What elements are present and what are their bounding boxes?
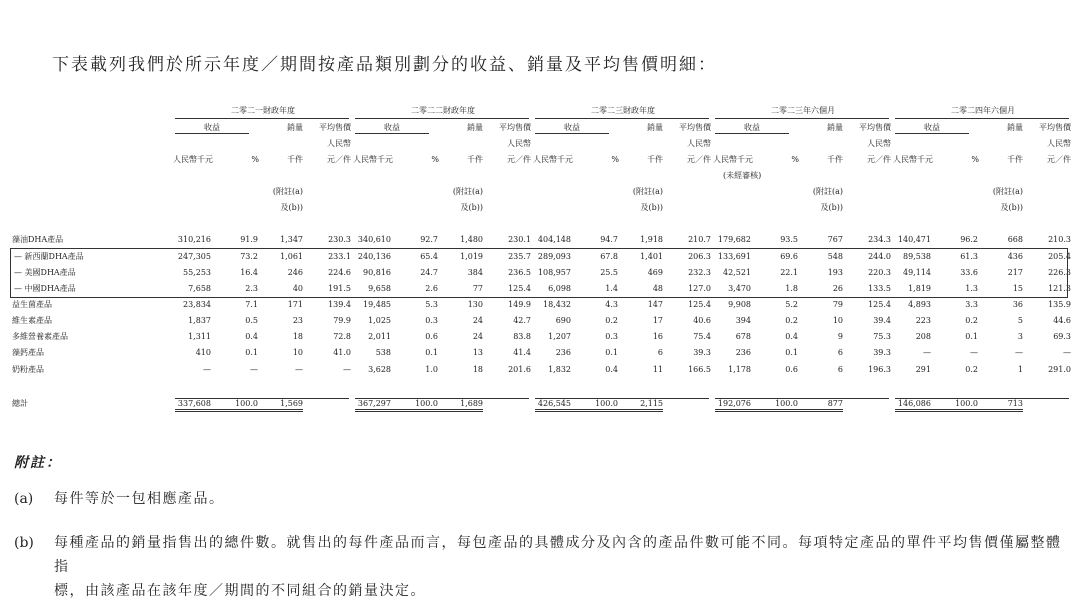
table-cell: 24.7 — [420, 268, 438, 277]
table-cell: 1,837 — [188, 316, 211, 325]
table-cell: — — [923, 348, 931, 357]
revenue-header: 收益 — [204, 123, 220, 132]
table-cell: 226.3 — [1048, 268, 1071, 277]
unit-thousand: 千件 — [287, 155, 303, 164]
table-cell: — — [295, 365, 303, 374]
table-cell: 18,432 — [543, 300, 571, 309]
table-cell: 7,658 — [188, 284, 211, 293]
asp-header: 平均售價 — [319, 123, 351, 132]
row-label: 奶粉產品 — [12, 365, 44, 374]
table-cell: 75.3 — [873, 332, 891, 341]
total-label: 總計 — [12, 399, 28, 408]
unit-pct: % — [971, 155, 979, 164]
table-cell: 1,025 — [368, 316, 391, 325]
table-cell: — — [1063, 348, 1071, 357]
table-cell: 208 — [915, 332, 931, 341]
table-cell: 108,957 — [537, 268, 571, 277]
total-bottom-rule-2 — [715, 411, 843, 412]
table-cell: 48 — [652, 284, 663, 293]
table-cell: 235.7 — [508, 252, 531, 261]
table-cell: 224.6 — [328, 268, 351, 277]
table-cell: 41.4 — [513, 348, 531, 357]
table-cell: 36 — [1012, 300, 1023, 309]
volume-note-line2: 及(b)) — [1000, 203, 1023, 212]
unit-per-item: 元／件 — [1047, 155, 1071, 164]
table-cell: 230.3 — [328, 235, 351, 244]
table-cell: 436 — [1007, 252, 1023, 261]
total-cell: 2,115 — [640, 399, 663, 408]
unit-rmb-top: 人民幣 — [327, 139, 351, 148]
asp-header: 平均售價 — [499, 123, 531, 132]
total-cell: 192,076 — [717, 399, 751, 408]
total-bottom-rule-1 — [895, 409, 1023, 410]
table-cell: 133,691 — [717, 252, 751, 261]
unit-per-item: 元／件 — [867, 155, 891, 164]
table-cell: 0.4 — [605, 365, 618, 374]
total-cell: 100.0 — [415, 399, 438, 408]
table-cell: 1.4 — [605, 284, 618, 293]
table-cell: 1.0 — [425, 365, 438, 374]
table-cell: 236 — [735, 348, 751, 357]
table-cell: 24 — [472, 316, 483, 325]
total-cell: 337,608 — [177, 399, 211, 408]
table-cell: 210.7 — [688, 235, 711, 244]
table-cell: 1,207 — [548, 332, 571, 341]
table-cell: 6 — [657, 348, 663, 357]
table-cell: 91.9 — [240, 235, 258, 244]
total-bottom-rule-2 — [355, 411, 483, 412]
table-cell: 1 — [1017, 365, 1023, 374]
table-cell: 166.5 — [688, 365, 711, 374]
table-cell: 93.5 — [780, 235, 798, 244]
row-label: 益生菌產品 — [12, 300, 52, 309]
table-cell: 0.2 — [965, 316, 978, 325]
note-b-text — [54, 531, 1069, 603]
table-cell: — — [1015, 348, 1023, 357]
total-cell: 1,689 — [460, 399, 483, 408]
dha-subproducts-box — [10, 248, 1068, 298]
revenue-header: 收益 — [744, 123, 760, 132]
table-cell: 16 — [652, 332, 663, 341]
table-cell: 7.1 — [245, 300, 258, 309]
unit-per-item: 元／件 — [327, 155, 351, 164]
volume-header: 銷量 — [467, 123, 483, 132]
unit-thousand: 千件 — [647, 155, 663, 164]
table-cell: 247,305 — [177, 252, 211, 261]
volume-note-line2: 及(b)) — [640, 203, 663, 212]
table-cell: 9,908 — [728, 300, 751, 309]
table-cell: 24 — [472, 332, 483, 341]
table-cell: 196.3 — [868, 365, 891, 374]
table-cell: 79.9 — [333, 316, 351, 325]
table-cell: 75.4 — [693, 332, 711, 341]
table-cell: 130 — [467, 300, 483, 309]
volume-note-line1: (附註(a) — [992, 187, 1023, 196]
table-cell: 1,061 — [280, 252, 303, 261]
table-cell: 690 — [555, 316, 571, 325]
table-cell: 205.4 — [1048, 252, 1071, 261]
unit-rmb-top: 人民幣 — [1047, 139, 1071, 148]
period-underline — [355, 118, 529, 119]
period-header: 二零二二財政年度 — [411, 106, 475, 115]
table-cell: 77 — [472, 284, 483, 293]
table-cell: 233.1 — [328, 252, 351, 261]
volume-header: 銷量 — [647, 123, 663, 132]
revenue-header: 收益 — [564, 123, 580, 132]
unit-rmb-k: 人民幣千元 — [173, 155, 213, 164]
table-cell: 90,816 — [363, 268, 391, 277]
table-cell: 469 — [647, 268, 663, 277]
table-cell: 73.2 — [240, 252, 258, 261]
table-cell: 246 — [287, 268, 303, 277]
table-cell: 18 — [472, 365, 483, 374]
volume-header: 銷量 — [827, 123, 843, 132]
table-cell: 121.3 — [1048, 284, 1071, 293]
period-underline — [715, 118, 889, 119]
table-cell: 79 — [832, 300, 843, 309]
table-cell: 149.9 — [508, 300, 531, 309]
table-cell: 6 — [837, 365, 843, 374]
table-cell: 678 — [735, 332, 751, 341]
row-label: 藻鈣產品 — [12, 348, 44, 357]
table-cell: 1,918 — [640, 235, 663, 244]
table-cell: 0.3 — [425, 316, 438, 325]
volume-header: 銷量 — [287, 123, 303, 132]
unaudited-note: (未經審核) — [723, 171, 762, 180]
unit-rmb-top: 人民幣 — [867, 139, 891, 148]
table-cell: 291.0 — [1048, 365, 1071, 374]
unit-rmb-top: 人民幣 — [507, 139, 531, 148]
table-cell: 9,658 — [368, 284, 391, 293]
table-cell: 18 — [292, 332, 303, 341]
volume-header: 銷量 — [1007, 123, 1023, 132]
table-cell: 67.8 — [600, 252, 618, 261]
table-cell: 232.3 — [688, 268, 711, 277]
table-cell: 139.4 — [328, 300, 351, 309]
table-cell: 310,216 — [177, 235, 211, 244]
total-cell: 100.0 — [595, 399, 618, 408]
table-cell: 240,136 — [357, 252, 391, 261]
table-cell: 0.1 — [965, 332, 978, 341]
total-cell: 713 — [1007, 399, 1023, 408]
volume-note-line2: 及(b)) — [460, 203, 483, 212]
asp-header: 平均售價 — [1039, 123, 1071, 132]
table-cell: 220.3 — [868, 268, 891, 277]
table-cell: 92.7 — [420, 235, 438, 244]
table-cell: 41.0 — [333, 348, 351, 357]
table-cell: 125.4 — [868, 300, 891, 309]
table-cell: 0.4 — [245, 332, 258, 341]
table-cell: 94.7 — [600, 235, 618, 244]
note-b-line-2: 標，由該產品在該年度／期間的不同組合的銷量決定。 — [54, 583, 426, 599]
table-cell: 2,011 — [368, 332, 391, 341]
total-cell: 100.0 — [235, 399, 258, 408]
total-bottom-rule-2 — [535, 411, 663, 412]
unit-rmb-k: 人民幣千元 — [893, 155, 933, 164]
table-cell: 538 — [375, 348, 391, 357]
table-cell: 125.4 — [508, 284, 531, 293]
table-cell: 89,538 — [903, 252, 931, 261]
total-cell: 367,297 — [357, 399, 391, 408]
table-cell: 340,610 — [357, 235, 391, 244]
table-cell: 668 — [1007, 235, 1023, 244]
table-cell: 133.5 — [868, 284, 891, 293]
table-cell: 39.3 — [873, 348, 891, 357]
table-cell: 26 — [832, 284, 843, 293]
table-cell: — — [203, 365, 211, 374]
unit-pct: % — [791, 155, 799, 164]
table-cell: 10 — [832, 316, 843, 325]
table-cell: 17 — [652, 316, 663, 325]
row-label: — 中國DHA產品 — [14, 284, 76, 293]
table-cell: 3,628 — [368, 365, 391, 374]
table-cell: 44.6 — [1053, 316, 1071, 325]
table-cell: 0.4 — [785, 332, 798, 341]
unit-rmb-top: 人民幣 — [687, 139, 711, 148]
table-cell: 42,521 — [723, 268, 751, 277]
table-cell: 2.3 — [245, 284, 258, 293]
table-cell: 217 — [1007, 268, 1023, 277]
table-cell: 1,401 — [640, 252, 663, 261]
table-cell: 5.3 — [425, 300, 438, 309]
table-cell: 72.8 — [333, 332, 351, 341]
total-cell: 146,086 — [897, 399, 931, 408]
table-cell: 0.6 — [425, 332, 438, 341]
table-cell: 0.1 — [785, 348, 798, 357]
unit-rmb-k: 人民幣千元 — [713, 155, 753, 164]
intro-text: 下表載列我們於所示年度／期間按產品類別劃分的收益、銷量及平均售價明細： — [52, 55, 717, 75]
note-b-label: (b) — [14, 535, 34, 551]
table-cell: 191.5 — [328, 284, 351, 293]
total-bottom-rule-1 — [175, 409, 303, 410]
volume-note-line2: 及(b)) — [820, 203, 843, 212]
table-cell: 23 — [292, 316, 303, 325]
table-cell: 135.9 — [1048, 300, 1071, 309]
total-bottom-rule-1 — [355, 409, 483, 410]
period-header: 二零二一財政年度 — [231, 106, 295, 115]
table-cell: 193 — [827, 268, 843, 277]
unit-thousand: 千件 — [467, 155, 483, 164]
period-header: 二零二三財政年度 — [591, 106, 655, 115]
volume-note-line1: (附註(a) — [452, 187, 483, 196]
table-cell: 96.2 — [960, 235, 978, 244]
table-cell: 384 — [467, 268, 483, 277]
period-underline — [175, 118, 349, 119]
table-cell: 40 — [292, 284, 303, 293]
table-cell: 210.3 — [1048, 235, 1071, 244]
total-cell: 100.0 — [955, 399, 978, 408]
table-cell: 6,098 — [548, 284, 571, 293]
asp-header: 平均售價 — [859, 123, 891, 132]
unit-pct: % — [611, 155, 619, 164]
table-cell: 1,480 — [460, 235, 483, 244]
table-cell: 140,471 — [897, 235, 931, 244]
table-cell: 39.4 — [873, 316, 891, 325]
note-a-text: 每件等於一包相應產品。 — [54, 491, 225, 507]
table-cell: 11 — [652, 365, 663, 374]
table-cell: 5.2 — [785, 300, 798, 309]
table-cell: 16.4 — [240, 268, 258, 277]
table-cell: 767 — [827, 235, 843, 244]
table-cell: 0.3 — [605, 332, 618, 341]
table-cell: 0.1 — [605, 348, 618, 357]
note-a-label: (a) — [14, 491, 34, 507]
table-cell: 394 — [735, 316, 751, 325]
table-cell: 0.6 — [785, 365, 798, 374]
total-bottom-rule-2 — [895, 411, 1023, 412]
table-cell: 127.0 — [688, 284, 711, 293]
table-cell: 69.3 — [1053, 332, 1071, 341]
table-cell: 19,485 — [363, 300, 391, 309]
unit-rmb-k: 人民幣千元 — [353, 155, 393, 164]
table-cell: 5 — [1017, 316, 1023, 325]
table-cell: 230.1 — [508, 235, 531, 244]
table-cell: 6 — [837, 348, 843, 357]
table-cell: — — [343, 365, 351, 374]
unit-per-item: 元／件 — [507, 155, 531, 164]
table-cell: 65.4 — [420, 252, 438, 261]
table-cell: 0.2 — [785, 316, 798, 325]
row-label: 維生素產品 — [12, 316, 52, 325]
table-cell: 1,178 — [728, 365, 751, 374]
table-cell: 0.1 — [245, 348, 258, 357]
table-cell: 548 — [827, 252, 843, 261]
row-label: 多維營養素產品 — [12, 332, 68, 341]
unit-thousand: 千件 — [1007, 155, 1023, 164]
total-cell: 877 — [827, 399, 843, 408]
table-cell: 42.7 — [513, 316, 531, 325]
table-cell: 49,114 — [903, 268, 931, 277]
table-cell: 0.2 — [965, 365, 978, 374]
total-bottom-rule-1 — [715, 409, 843, 410]
total-bottom-rule-2 — [175, 411, 303, 412]
period-underline — [895, 118, 1069, 119]
table-cell: 2.6 — [425, 284, 438, 293]
row-label: — 新西蘭DHA產品 — [14, 252, 84, 261]
asp-header: 平均售價 — [679, 123, 711, 132]
unit-pct: % — [431, 155, 439, 164]
table-cell: 236 — [555, 348, 571, 357]
table-cell: 40.6 — [693, 316, 711, 325]
total-cell: 426,545 — [537, 399, 571, 408]
table-cell: 25.5 — [600, 268, 618, 277]
total-bottom-rule-1 — [535, 409, 663, 410]
table-cell: 404,148 — [537, 235, 571, 244]
table-cell: 83.8 — [513, 332, 531, 341]
table-cell: 1,311 — [188, 332, 211, 341]
table-cell: 69.6 — [780, 252, 798, 261]
note-b-line-1: 每種產品的銷量指售出的總件數。就售出的每件產品而言，每包產品的具體成分及內含的產品件數可能不同。每項特定產品的單件平均售價僅屬整體指 — [54, 535, 1062, 575]
table-cell: 125.4 — [688, 300, 711, 309]
table-cell: 234.3 — [868, 235, 891, 244]
table-cell: 223 — [915, 316, 931, 325]
unit-per-item: 元／件 — [687, 155, 711, 164]
row-label: — 美國DHA產品 — [14, 268, 76, 277]
table-cell: 1.3 — [965, 284, 978, 293]
table-cell: — — [250, 365, 258, 374]
volume-note-line1: (附註(a) — [632, 187, 663, 196]
revenue-underline — [535, 133, 609, 134]
total-cell: 100.0 — [775, 399, 798, 408]
table-cell: 22.1 — [780, 268, 798, 277]
table-cell: 39.3 — [693, 348, 711, 357]
table-cell: 0.1 — [425, 348, 438, 357]
table-cell: 3 — [1017, 332, 1023, 341]
table-cell: 4,893 — [908, 300, 931, 309]
table-cell: 1,347 — [280, 235, 303, 244]
volume-note-line1: (附註(a) — [812, 187, 843, 196]
row-label: 藻油DHA產品 — [12, 235, 64, 244]
revenue-header: 收益 — [924, 123, 940, 132]
table-cell: 201.6 — [508, 365, 531, 374]
table-cell: 13 — [472, 348, 483, 357]
table-cell: 410 — [195, 348, 211, 357]
table-cell: 23,834 — [183, 300, 211, 309]
period-header: 二零二三年六個月 — [771, 106, 835, 115]
table-cell: 61.3 — [960, 252, 978, 261]
table-cell: — — [970, 348, 978, 357]
table-cell: 179,682 — [717, 235, 751, 244]
unit-pct: % — [251, 155, 259, 164]
table-cell: 3,470 — [728, 284, 751, 293]
table-cell: 9 — [837, 332, 843, 341]
table-cell: 0.2 — [605, 316, 618, 325]
table-cell: 236.5 — [508, 268, 531, 277]
table-cell: 0.5 — [245, 316, 258, 325]
table-cell: 15 — [1012, 284, 1023, 293]
table-cell: 1.8 — [785, 284, 798, 293]
table-cell: 55,253 — [183, 268, 211, 277]
total-cell: 1,569 — [280, 399, 303, 408]
volume-note-line1: (附註(a) — [272, 187, 303, 196]
table-cell: 291 — [915, 365, 931, 374]
table-cell: 1,019 — [460, 252, 483, 261]
revenue-header: 收益 — [384, 123, 400, 132]
revenue-underline — [715, 133, 789, 134]
table-cell: 171 — [287, 300, 303, 309]
table-cell: 10 — [292, 348, 303, 357]
period-underline — [535, 118, 709, 119]
table-cell: 4.3 — [605, 300, 618, 309]
unit-rmb-k: 人民幣千元 — [533, 155, 573, 164]
volume-note-line2: 及(b)) — [280, 203, 303, 212]
table-cell: 3.3 — [965, 300, 978, 309]
period-header: 二零二四年六個月 — [951, 106, 1015, 115]
table-cell: 206.3 — [688, 252, 711, 261]
table-cell: 1,819 — [908, 284, 931, 293]
table-cell: 289,093 — [537, 252, 571, 261]
notes-title: 附註： — [14, 455, 62, 471]
revenue-underline — [895, 133, 969, 134]
unit-thousand: 千件 — [827, 155, 843, 164]
table-cell: 33.6 — [960, 268, 978, 277]
revenue-underline — [355, 133, 429, 134]
table-cell: 244.0 — [868, 252, 891, 261]
table-cell: 1,832 — [548, 365, 571, 374]
revenue-underline — [175, 133, 249, 134]
table-cell: 147 — [647, 300, 663, 309]
